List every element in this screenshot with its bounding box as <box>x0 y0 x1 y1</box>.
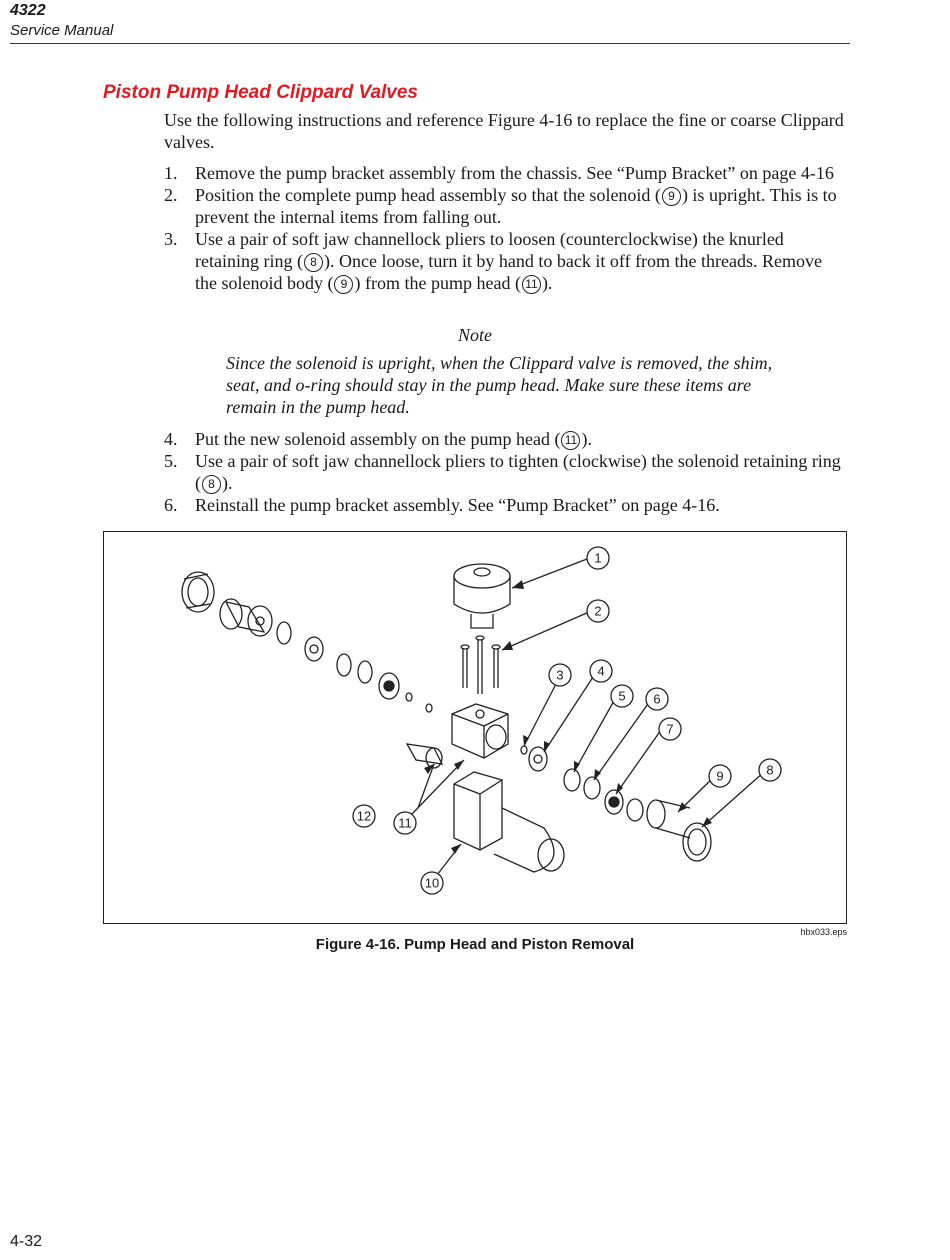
callout-number: 11 <box>398 815 412 831</box>
figure-file-tag: hbx033.eps <box>800 927 847 937</box>
callout-number: 12 <box>356 808 372 824</box>
note-text: Since the solenoid is upright, when the Clippard valve is removed, the shim, seat, and o-ring should stay in the pump head. Make sure these items are remain in the pump head. <box>226 353 773 417</box>
procedure-step-6 <box>164 494 848 516</box>
procedure-steps-part-2 <box>164 428 848 516</box>
step-number: 6. <box>164 495 178 515</box>
figure-caption: Figure 4-16. Pump Head and Piston Removal <box>315 936 635 953</box>
callout-number: 6 <box>653 691 661 707</box>
procedure-step-4 <box>164 428 848 450</box>
motor-housing <box>454 772 564 872</box>
callout-ref-8: 8 <box>202 475 221 494</box>
callout-number: 2 <box>594 603 602 619</box>
o-ring <box>277 622 291 644</box>
step-number: 3. <box>164 229 178 249</box>
procedure-step-2 <box>164 184 848 228</box>
exploded-pump-head-diagram <box>104 532 845 922</box>
callout-9 <box>709 765 731 787</box>
page-number: 4-32 <box>10 1233 43 1250</box>
step-text: Use a pair of soft jaw channellock pliers to loosen (counterclockwise) the knurled retaining ring ( <box>195 229 784 271</box>
pump-head-block <box>452 704 508 758</box>
mounting-screws <box>461 636 500 694</box>
step-text: ). <box>581 429 592 449</box>
callout-12 <box>353 805 375 827</box>
knurled-retaining-ring <box>647 800 711 861</box>
step-number: 4. <box>164 429 178 449</box>
step-number: 5. <box>164 451 178 471</box>
procedure-steps-part-1 <box>164 162 848 294</box>
procedure-step-1 <box>164 162 848 184</box>
valve-disc <box>379 673 399 699</box>
callout-number: 9 <box>716 768 724 784</box>
callout-number: 1 <box>594 550 602 566</box>
step-text: ). <box>541 273 553 293</box>
callout-number: 10 <box>424 875 440 891</box>
manual-model-number: 4322 <box>10 2 46 19</box>
step-text: ) from the pump head ( <box>354 273 521 293</box>
callout-ref-9: 9 <box>334 275 353 294</box>
small-ball <box>406 693 412 701</box>
figure-frame <box>103 531 847 924</box>
callout-ref-11: 11 <box>522 275 541 294</box>
callout-8 <box>759 759 781 781</box>
elbow-fitting <box>407 744 442 768</box>
step-text: Use a pair of soft jaw channellock pliers to tighten (clockwise) the solenoid retaining ring ( <box>195 451 841 493</box>
small-ball <box>521 746 527 754</box>
solenoid-body <box>454 564 510 628</box>
callout-7 <box>659 718 681 740</box>
step-text: ) is upright. This is to prevent the internal items from falling out. <box>195 185 837 227</box>
small-ball <box>426 704 432 712</box>
step-text: Position the complete pump head assembly so that the solenoid ( <box>195 185 661 205</box>
o-ring <box>584 777 600 799</box>
manual-title: Service Manual <box>10 22 114 39</box>
callout-4 <box>590 660 612 682</box>
step-text: Put the new solenoid assembly on the pump head ( <box>195 429 561 449</box>
callout-number: 4 <box>597 663 605 679</box>
callout-ref-9: 9 <box>662 187 681 206</box>
callout-number: 3 <box>556 667 564 683</box>
step-text: ). Once loose, turn it by hand to back it off from the threads. Remove the solenoid body ( <box>195 251 823 293</box>
callout-2 <box>587 600 609 622</box>
section-heading: Piston Pump Head Clippard Valves <box>103 82 418 103</box>
piston-retaining-nut <box>182 572 214 612</box>
procedure-step-5 <box>164 450 848 494</box>
note-label: Note <box>458 325 492 345</box>
callout-number: 7 <box>666 721 674 737</box>
callout-1 <box>587 547 609 569</box>
step-text: Remove the pump bracket assembly from the chassis. See “Pump Bracket” on page 4-16 <box>195 163 834 183</box>
callout-6 <box>646 688 668 710</box>
check-valve-seat <box>305 637 323 661</box>
step-number: 2. <box>164 185 178 205</box>
callout-number: 5 <box>618 688 626 704</box>
step-text: Reinstall the pump bracket assembly. See “Pump Bracket” on page 4-16. <box>195 495 720 515</box>
callout-5 <box>611 685 633 707</box>
o-ring <box>627 799 643 821</box>
o-ring <box>337 654 351 676</box>
procedure-step-3 <box>164 228 848 294</box>
piston-cylinder <box>220 599 272 636</box>
header-divider <box>10 43 850 44</box>
callout-11 <box>394 812 416 834</box>
callout-ref-8: 8 <box>304 253 323 272</box>
retaining-shim <box>605 790 623 814</box>
step-number: 1. <box>164 163 178 183</box>
callout-ref-11: 11 <box>561 431 580 450</box>
o-ring <box>358 661 372 683</box>
callout-10 <box>421 872 443 894</box>
callout-number: 8 <box>766 762 774 778</box>
intro-paragraph: Use the following instructions and reference Figure 4-16 to replace the fine or coarse Clippard valves. <box>164 110 844 152</box>
step-text: ). <box>222 473 233 493</box>
callout-3 <box>549 664 571 686</box>
o-ring <box>564 769 580 791</box>
